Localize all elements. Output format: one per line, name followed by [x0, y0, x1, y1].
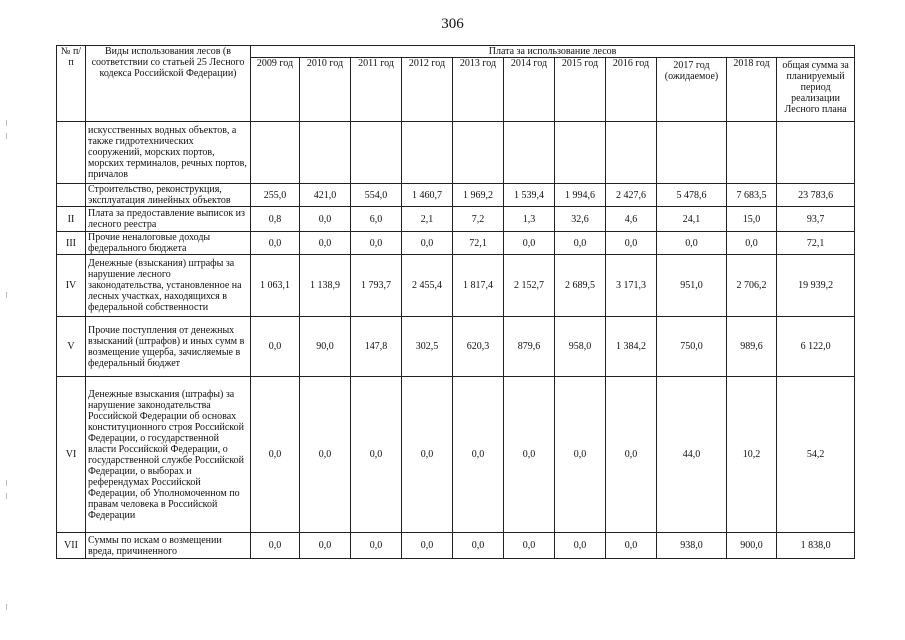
value-cell: 0,0	[606, 533, 657, 559]
year-header: 2012 год	[402, 58, 453, 122]
page-number: 306	[441, 16, 464, 32]
total-cell: 72,1	[777, 232, 855, 255]
table-row	[57, 184, 855, 207]
value-cell: 1 994,6	[555, 184, 606, 207]
value-cell: 0,0	[402, 232, 453, 255]
row-number: VI	[57, 377, 86, 533]
value-cell: 0,0	[727, 232, 777, 255]
total-header: общая сумма за планируемый период реализации Лесного плана	[777, 58, 855, 122]
value-cell: 0,0	[300, 207, 351, 232]
value-cell: 0,0	[453, 377, 504, 533]
value-cell: 3 171,3	[606, 255, 657, 317]
value-cell	[453, 122, 504, 184]
value-cell	[727, 122, 777, 184]
value-cell: 879,6	[504, 317, 555, 377]
year-header: 2015 год	[555, 58, 606, 122]
value-cell: 1 539,4	[504, 184, 555, 207]
value-cell: 2,1	[402, 207, 453, 232]
value-cell: 147,8	[351, 317, 402, 377]
value-cell: 10,2	[727, 377, 777, 533]
year-header: 2010 год	[300, 58, 351, 122]
value-cell: 72,1	[453, 232, 504, 255]
table-row	[57, 255, 855, 317]
value-cell: 0,0	[555, 533, 606, 559]
value-cell: 0,0	[300, 377, 351, 533]
total-cell: 93,7	[777, 207, 855, 232]
year-header: 2011 год	[351, 58, 402, 122]
value-cell: 255,0	[251, 184, 300, 207]
table-row	[57, 232, 855, 255]
row-number: IV	[57, 255, 86, 317]
total-cell: 1 838,0	[777, 533, 855, 559]
value-cell: 15,0	[727, 207, 777, 232]
value-cell: 0,0	[555, 232, 606, 255]
table-row	[57, 317, 855, 377]
value-cell: 1 817,4	[453, 255, 504, 317]
value-cell: 620,3	[453, 317, 504, 377]
col-type-header: Виды использования лесов (в соответствии со статьей 25 Лесного кодекса Российской Федерации)	[86, 46, 251, 122]
value-cell: 989,6	[727, 317, 777, 377]
value-cell: 0,0	[300, 232, 351, 255]
total-cell	[777, 122, 855, 184]
usage-type: Прочие неналоговые доходы федерального бюджета	[86, 232, 251, 255]
value-cell: 1 460,7	[402, 184, 453, 207]
value-cell: 0,0	[251, 317, 300, 377]
total-cell: 54,2	[777, 377, 855, 533]
table-row	[57, 122, 855, 184]
value-cell: 0,0	[555, 377, 606, 533]
value-cell: 421,0	[300, 184, 351, 207]
value-cell: 0,0	[251, 533, 300, 559]
year-header: 2016 год	[606, 58, 657, 122]
usage-type: Денежные взыскания (штрафы) за нарушение законодательства Российской Федерации об основах конституционного строя Российской Федерации, о государственной власти Российской Федерации, о государственной службе Российской Федерации, о выборах и референдумах Российской Федерации, об Уполномоченном по правам человека в Российской Федерации	[86, 377, 251, 533]
value-cell: 0,0	[351, 377, 402, 533]
value-cell: 1,3	[504, 207, 555, 232]
usage-type: Денежные (взыскания) штрафы за нарушение лесного законодательства, установленное на лесных участках, находящихся в федеральной собственности	[86, 255, 251, 317]
usage-type: Суммы по искам о возмещении вреда, причиненного	[86, 533, 251, 559]
value-cell: 302,5	[402, 317, 453, 377]
value-cell	[300, 122, 351, 184]
value-cell: 0,0	[402, 377, 453, 533]
usage-type: Плата за предоставление выписок из лесного реестра	[86, 207, 251, 232]
year-header: 2017 год (ожидаемое)	[657, 58, 727, 122]
value-cell: 1 063,1	[251, 255, 300, 317]
value-cell: 4,6	[606, 207, 657, 232]
value-cell: 900,0	[727, 533, 777, 559]
value-cell: 0,0	[300, 533, 351, 559]
value-cell: 2 152,7	[504, 255, 555, 317]
value-cell: 2 455,4	[402, 255, 453, 317]
value-cell: 0,0	[251, 232, 300, 255]
col-num-header: № п/п	[57, 46, 86, 122]
value-cell: 44,0	[657, 377, 727, 533]
usage-type: Строительство, реконструкция, эксплуатация линейных объектов	[86, 184, 251, 207]
year-header: 2018 год	[727, 58, 777, 122]
value-cell: 24,1	[657, 207, 727, 232]
value-cell: 554,0	[351, 184, 402, 207]
row-number	[57, 122, 86, 184]
value-cell: 0,0	[351, 232, 402, 255]
value-cell: 0,0	[504, 232, 555, 255]
row-number: VII	[57, 533, 86, 559]
value-cell: 0,0	[606, 377, 657, 533]
value-cell	[251, 122, 300, 184]
value-cell: 2 689,5	[555, 255, 606, 317]
value-cell: 0,0	[657, 232, 727, 255]
value-cell	[504, 122, 555, 184]
value-cell: 6,0	[351, 207, 402, 232]
value-cell: 32,6	[555, 207, 606, 232]
value-cell: 5 478,6	[657, 184, 727, 207]
total-cell: 23 783,6	[777, 184, 855, 207]
total-cell: 6 122,0	[777, 317, 855, 377]
table-row	[57, 377, 855, 533]
value-cell: 0,0	[606, 232, 657, 255]
year-header: 2013 год	[453, 58, 504, 122]
value-cell: 7 683,5	[727, 184, 777, 207]
value-cell: 90,0	[300, 317, 351, 377]
payment-group-header: Плата за использование лесов	[251, 46, 855, 58]
value-cell: 0,0	[504, 533, 555, 559]
value-cell: 1 384,2	[606, 317, 657, 377]
value-cell: 0,0	[453, 533, 504, 559]
table-row	[57, 533, 855, 559]
value-cell: 2 706,2	[727, 255, 777, 317]
value-cell: 0,0	[504, 377, 555, 533]
value-cell: 7,2	[453, 207, 504, 232]
value-cell: 1 969,2	[453, 184, 504, 207]
value-cell: 750,0	[657, 317, 727, 377]
value-cell: 0,0	[251, 377, 300, 533]
value-cell	[555, 122, 606, 184]
value-cell: 958,0	[555, 317, 606, 377]
value-cell: 2 427,6	[606, 184, 657, 207]
row-number: V	[57, 317, 86, 377]
value-cell: 1 793,7	[351, 255, 402, 317]
row-number: II	[57, 207, 86, 232]
value-cell: 1 138,9	[300, 255, 351, 317]
value-cell: 0,0	[402, 533, 453, 559]
usage-type: Прочие поступления от денежных взысканий (штрафов) и иных сумм в возмещение ущерба, зачисляемые в федеральный бюджет	[86, 317, 251, 377]
value-cell	[351, 122, 402, 184]
value-cell	[606, 122, 657, 184]
total-cell: 19 939,2	[777, 255, 855, 317]
value-cell: 0,8	[251, 207, 300, 232]
value-cell	[657, 122, 727, 184]
year-header: 2014 год	[504, 58, 555, 122]
year-header: 2009 год	[251, 58, 300, 122]
value-cell: 951,0	[657, 255, 727, 317]
value-cell	[402, 122, 453, 184]
forest-payments-table	[56, 45, 855, 559]
usage-type: искусственных водных объектов, а также гидротехнических сооружений, морских портов, морских терминалов, речных портов, причалов	[86, 122, 251, 184]
row-number	[57, 184, 86, 207]
value-cell: 938,0	[657, 533, 727, 559]
table-row	[57, 207, 855, 232]
row-number: III	[57, 232, 86, 255]
value-cell: 0,0	[351, 533, 402, 559]
